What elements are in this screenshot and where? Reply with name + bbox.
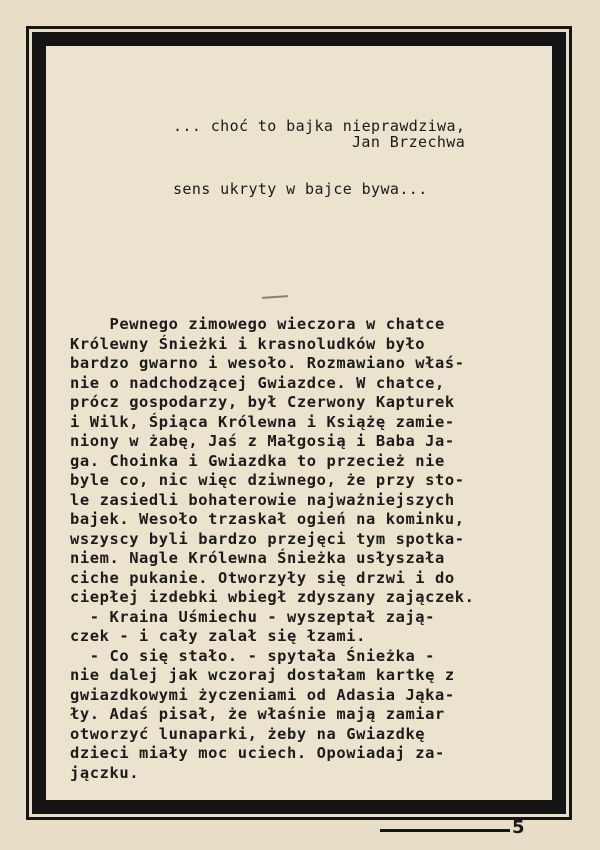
story-line: nie dalej jak wczoraj dostałam kartkę z bbox=[70, 666, 455, 684]
story-line: byle co, nic więc dziwnego, że przy sto- bbox=[70, 471, 465, 489]
story-line: bajek. Wesoło trzaskał ogień na kominku, bbox=[70, 510, 465, 528]
story-line: i Wilk, Śpiąca Królewna i Książę zamie- bbox=[70, 412, 455, 431]
story-line: niem. Nagle Królewna Śnieżka usłyszała bbox=[70, 549, 445, 567]
epigraph-line: ... choć to bajka nieprawdziwa, bbox=[173, 117, 466, 135]
story-line: otworzyć lunaparki, żeby na Gwiazdkę bbox=[70, 724, 426, 743]
story-line: le zasiedli bohaterowie najważniejszych bbox=[70, 490, 455, 509]
epigraph-author: Jan Brzechwa bbox=[352, 133, 466, 151]
story-line: Królewny Śnieżki i krasnoludków było bbox=[70, 334, 426, 353]
story-line: ciche pukanie. Otworzyły się drzwi i do bbox=[70, 568, 455, 587]
story-line: nie o nadchodzącej Gwiazdce. W chatce, bbox=[70, 373, 445, 392]
page-number: 5 bbox=[512, 817, 525, 838]
epigraph-line: sens ukryty w bajce bywa... bbox=[173, 180, 428, 198]
story-line: czek - i cały zalał się łzami. bbox=[70, 627, 366, 645]
footer-rule bbox=[380, 829, 510, 832]
story-line: Pewnego zimowego wieczora w chatce bbox=[70, 315, 445, 333]
story-line: ciepłej izdebki wbiegł zdyszany zajączek. bbox=[70, 588, 475, 606]
story-line: bardzo gwarno i wesoło. Rozmawiano właś- bbox=[70, 354, 465, 372]
story-line: ga. Choinka i Gwiazdka to przecież nie bbox=[70, 451, 445, 470]
story-line: dzieci miały moc uciech. Opowiadaj za- bbox=[70, 744, 445, 762]
story-line: niony w żabę, Jaś z Małgosią i Baba Ja- bbox=[70, 432, 455, 450]
story-text bbox=[70, 315, 550, 783]
story-line: prócz gospodarzy, był Czerwony Kapturek bbox=[70, 393, 455, 411]
story-line: - Kraina Uśmiechu - wyszeptał zają- bbox=[70, 607, 436, 626]
story-line: ły. Adaś pisał, że właśnie mają zamiar bbox=[70, 705, 445, 723]
story-line: - Co się stało. - spytała Śnieżka - bbox=[70, 646, 436, 665]
story-line: jączku. bbox=[70, 763, 140, 782]
story-line: wszyscy byli bardzo przejęci tym spotka- bbox=[70, 529, 465, 548]
story-line: gwiazdkowymi życzeniami od Adasia Jąka- bbox=[70, 685, 455, 704]
